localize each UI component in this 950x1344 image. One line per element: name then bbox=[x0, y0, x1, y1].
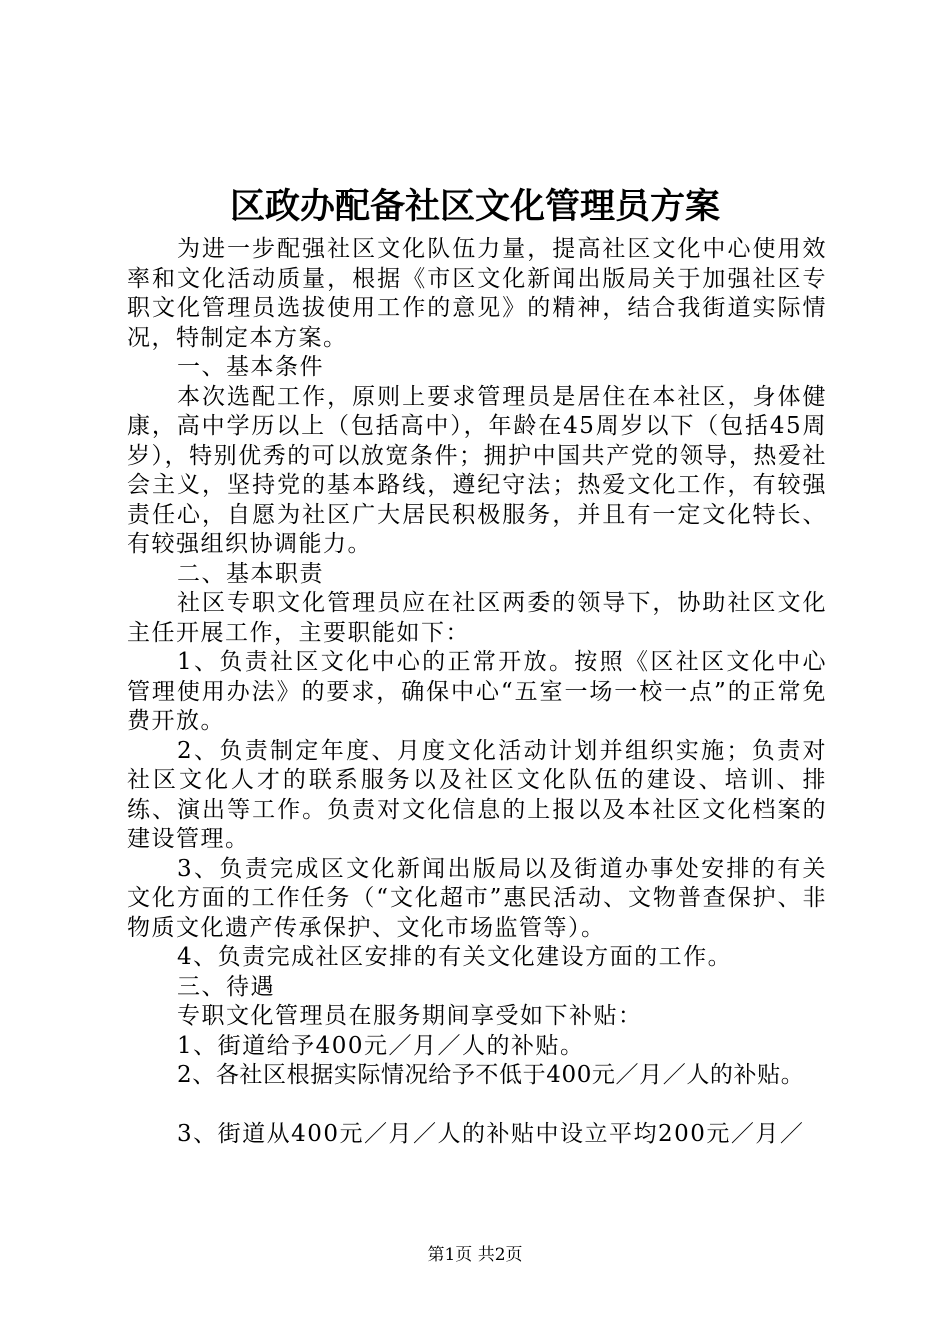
page-footer: 第1页 共2页 bbox=[427, 1245, 523, 1265]
document-body bbox=[127, 235, 827, 1150]
section-heading-basic-conditions: 一、基本条件 bbox=[177, 354, 324, 380]
benefit-item-1: 1、街道给予400元／月／人的补贴。 bbox=[177, 1032, 585, 1059]
paragraph-benefits-intro: 专职文化管理员在服务期间享受如下补贴： bbox=[177, 1003, 643, 1029]
duty-item-2: 2、负责制定年度、月度文化活动计划并组织实施；负责对社区文化人才的联系服务以及社区文化队伍的建设、培训、排练、演出等工作。负责对文化信息的上报以及本社区文化档案的建设管理。 bbox=[127, 737, 827, 852]
intro-paragraph: 为进一步配强社区文化队伍力量，提高社区文化中心使用效率和文化活动质量，根据《市区文化新闻出版局关于加强社区专职文化管理员选拔使用工作的意见》的精神，结合我街道实际情况，特制定本方案。 bbox=[127, 236, 827, 351]
benefit-item-3: 3、街道从400元／月／人的补贴中设立平均200元／月／ bbox=[177, 1121, 805, 1147]
duty-item-1: 1、负责社区文化中心的正常开放。按照《区社区文化中心管理使用办法》的要求，确保中心“五室一场一校一点”的正常免费开放。 bbox=[127, 649, 827, 734]
benefit-item-2: 2、各社区根据实际情况给予不低于400元／月／人的补贴。 bbox=[177, 1062, 805, 1088]
section-heading-benefits: 三、待遇 bbox=[177, 973, 275, 1000]
section-heading-basic-duties: 二、基本职责 bbox=[177, 560, 324, 587]
paragraph-basic-conditions: 本次选配工作，原则上要求管理员是居住在本社区，身体健康，高中学历以上（包括高中），年龄在45周岁以下（包括45周岁），特别优秀的可以放宽条件；拥护中国共产党的领导，热爱社会主义，坚持党的基本路线，遵纪守法；热爱文化工作，有较强责任心，自愿为社区广大居民积极服务，并且有一定文化特长、有较强组织协调能力。 bbox=[127, 383, 827, 557]
duty-item-3: 3、负责完成区文化新闻出版局以及街道办事处安排的有关文化方面的工作任务（“文化超市”惠民活动、文物普查保护、非物质文化遗产传承保护、文化市场监管等）。 bbox=[127, 855, 827, 941]
paragraph-gap bbox=[127, 1091, 827, 1121]
duty-item-4: 4、负责完成社区安排的有关文化建设方面的工作。 bbox=[177, 944, 733, 970]
document-title: 区政办配备社区文化管理员方案 bbox=[229, 186, 720, 227]
paragraph-duties-intro: 社区专职文化管理员应在社区两委的领导下，协助社区文化主任开展工作，主要职能如下： bbox=[127, 590, 827, 646]
